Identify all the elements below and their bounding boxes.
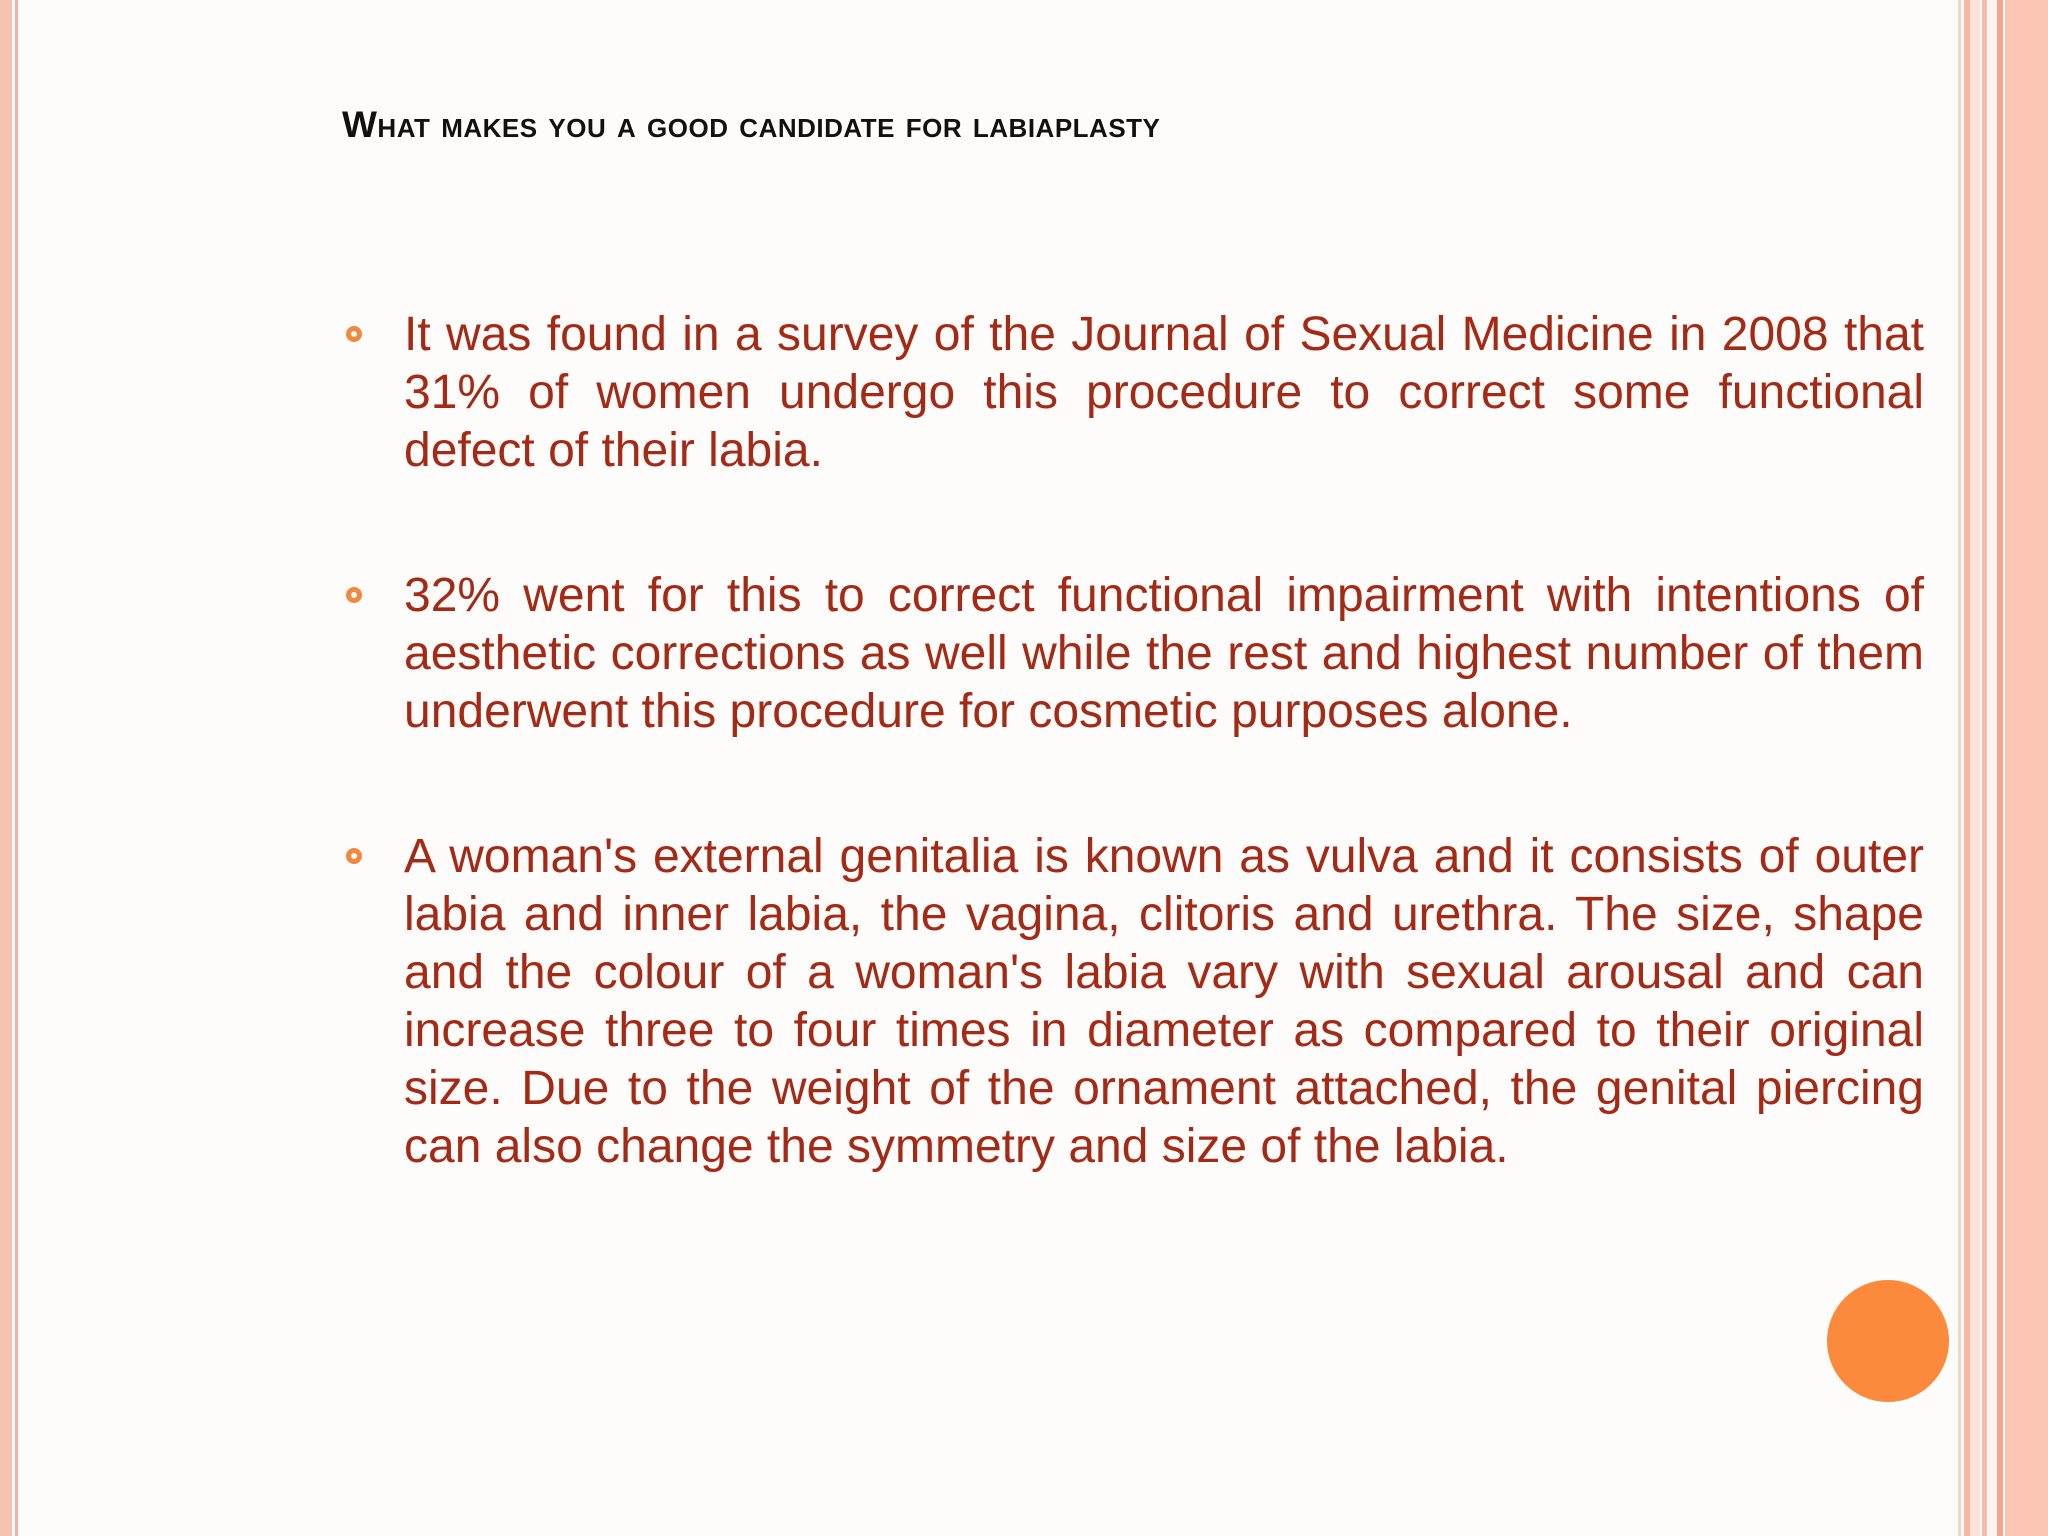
bullet-item (342, 828, 1982, 1176)
bullet-text: It was found in a survey of the Journal of Sexual Medicine in 2008 that 31% of women undergo this procedure to correct some functional defect of their labia. (404, 308, 1924, 477)
bullet-list (342, 306, 1982, 1263)
orange-circle-decoration (1827, 1280, 1949, 1402)
left-border-stripe (0, 0, 12, 1536)
right-border-stripe (1997, 0, 2003, 1536)
bullet-text: 32% went for this to correct functional impairment with intentions of aesthetic corrections as well while the rest and highest number of them underwent this procedure for cosmetic purposes alone. (404, 569, 1924, 738)
left-border-thin-stripe (15, 0, 18, 1536)
bullet-item (342, 567, 1982, 741)
ring-bullet-icon (346, 848, 362, 864)
right-border-band (2005, 0, 2048, 1536)
ring-bullet-icon (346, 587, 362, 603)
bullet-item (342, 306, 1982, 480)
ring-bullet-icon (346, 326, 362, 342)
slide-title: What makes you a good candidate for labiaplasty (342, 104, 1161, 145)
bullet-text: A woman's external genitalia is known as vulva and it consists of outer labia and inner labia, the vagina, clitoris and urethra. The size, shape and the colour of a woman's labia vary with sexual arousal and can increase three to four times in diameter as compared to their original size. Due to the weight of the ornament attached, the genital piercing can also change the symmetry and size of the labia. (404, 830, 1924, 1173)
right-border-stripe (1987, 0, 1997, 1536)
